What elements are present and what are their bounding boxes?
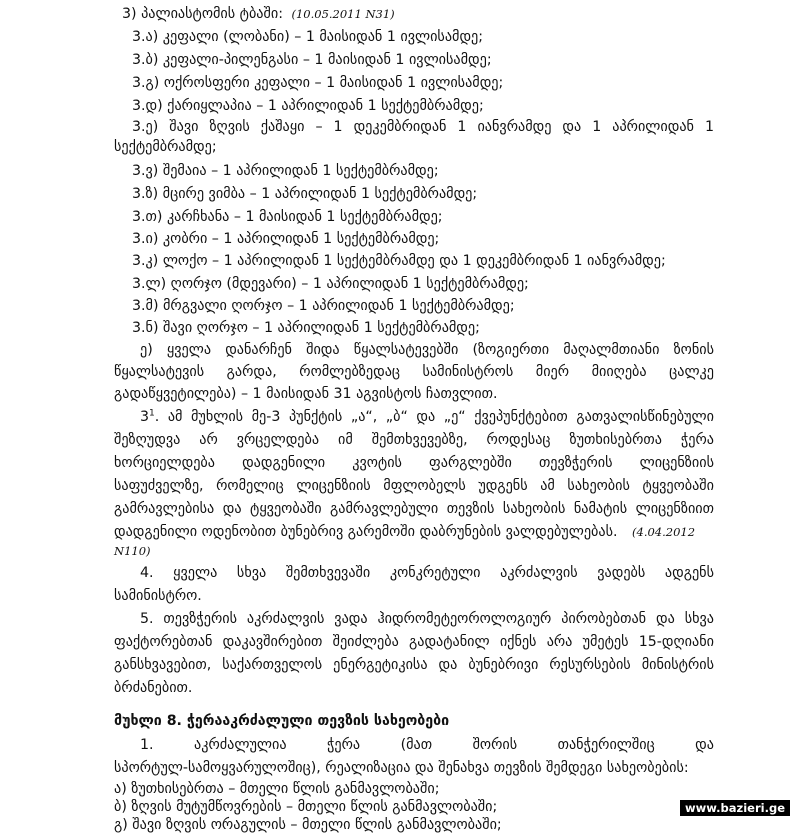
paragraph-superscript: 1 (149, 408, 155, 419)
subitem-3t: 3.თ) კარჩხანა – 1 მაისიდან 1 სექტემბრამდე; (132, 209, 443, 225)
subitem-3b: 3.ბ) კეფალი-პილენგასი – 1 მაისიდან 1 ივლისამდე; (132, 52, 492, 68)
subitem-3i: 3.ი) კობრი – 1 აპრილიდან 1 სექტემბრამდე; (132, 231, 440, 247)
item-e-line2: წყალსატევის გარდა, რომლებზედაც სამინისტროს მიერ მიიღება ცალკე (114, 364, 714, 380)
paragraph-3-1-line4: საფუძველზე, რომელიც ლიცენზიის მფლობელს უდგენს ამ სახეობის ტყვეობაში (114, 478, 714, 494)
paragraph-3-1-line3: ხორციელდება დადგენილი კვოტის ფარგლებში თევზჭერის ლიცენზიის (114, 455, 714, 471)
article-8-p1-line1: 1. აკრძალულია ჭერა (მათ შორის თანჭერილშიც და (140, 737, 714, 753)
paragraph-3-1-line6 (0, 522, 800, 543)
article-8-item-g: გ) შავი ზღვის ორაგულის – მთელი წლის განმავლობაში; (114, 817, 502, 833)
subitem-3k: 3.კ) ლოქო – 1 აპრილიდან 1 სექტემბრამდე და 1 დეკემბრიდან 1 იანვრამდე; (132, 253, 666, 269)
paragraph-5-line3: განსხვავებით, საქართველოს ენერგეტიკისა და ბუნებრივი რესურსების მინისტრის (114, 657, 714, 673)
item-e-line3: გადაწყვეტილება) – 1 მაისიდან 31 აგვისტოს ჩათვლით. (114, 386, 498, 402)
item-3-colon: : (278, 6, 283, 22)
item-3-prefix: 3) (122, 6, 142, 22)
amendment-note: (10.05.2011 N31) (291, 7, 395, 21)
article-8-item-a: ა) ზუთხისებრთა – მთელი წლის განმავლობაში; (114, 781, 440, 797)
site-watermark: www.bazieri.ge (680, 800, 790, 816)
subitem-3e: 3.ე) შავი ზღვის ქაშაყი – 1 დეკემბრიდან 1 იანვრამდე და 1 აპრილიდან 1 (132, 119, 714, 135)
paragraph-5-line1: 5. თევზჭერის აკრძალვის ვადა ჰიდრომეტეოროლოგიურ პირობებთან და სხვა (140, 611, 714, 627)
paragraph-5-line4: ბრძანებით. (114, 680, 193, 696)
subitem-3e-cont: სექტემბრამდე; (114, 139, 217, 155)
article-8-heading: მუხლი 8. ჭერააკრძალული თევზის სახეობები (114, 713, 450, 729)
article-8-item-b: ბ) ზღვის მუტუმწოვრების – მთელი წლის განმავლობაში; (114, 799, 498, 815)
paragraph-3-1-text: ამ მუხლის მე-3 პუნქტის „ა“, „ბ“ და „ე“ ქვეპუნქტებით გათვალისწინებული (159, 409, 714, 425)
subitem-3m: 3.მ) მრგვალი ღორჯო – 1 აპრილიდან 1 სექტემბრამდე; (132, 298, 515, 314)
paragraph-number: 3 (140, 409, 150, 425)
subitem-3n: 3.ნ) შავი ღორჯო – 1 აპრილიდან 1 სექტემბრამდე; (132, 320, 480, 336)
article-8-p1-line2: სპორტულ-სამოყვარულოშიც), რეალიზაცია და შენახვა თევზის შემდეგი სახეობების: (114, 760, 689, 776)
paragraph-3-1-line2: შეზღუდვა არ ვრცელდება იმ შემთხვევებზე, როდესაც ზუთხისებრთა ჭერა (114, 432, 714, 448)
paragraph-3-1-line5: გამრავლებისა და ტყვეობაში გამრავლებული თევზის სახეობის ნამატის ლიცენზიით (114, 501, 714, 517)
item-e-line1: ე) ყველა დანარჩენ შიდა წყალსატევებში (ზოგიერთი მაღალმთიანი ზონის (140, 342, 714, 358)
subitem-3z: 3.ზ) მცირე ვიმბა – 1 აპრილიდან 1 სექტემბრამდე; (132, 186, 478, 202)
paragraph-number-dot: . (154, 409, 160, 425)
subitem-3a: 3.ა) კეფალი (ლობანი) – 1 მაისიდან 1 ივლისამდე; (132, 29, 484, 45)
subitem-3v: 3.ვ) შემაია – 1 აპრილიდან 1 სექტემბრამდე; (132, 163, 439, 179)
item-3-text: პალიასტომის ტბაში (141, 6, 279, 22)
paragraph-5-line2: ფაქტორებთან დაკავშირებით შეიძლება გადატანილ იქნეს არა უმეტეს 15-დღიანი (114, 634, 714, 650)
item-3-heading (0, 4, 800, 25)
subitem-3g: 3.გ) ოქროსფერი კეფალი – 1 მაისიდან 1 ივლისამდე; (132, 75, 504, 91)
paragraph-4-line2: სამინისტრო. (114, 588, 202, 604)
amendment-note-2: (4.04.2012 (632, 525, 696, 539)
paragraph-3-1-line1 (0, 407, 800, 428)
paragraph-4-line1: 4. ყველა სხვა შემთხვევაში კონკრეტული აკრძალვის ვადებს ადგენს (140, 565, 714, 581)
paragraph-3-1-text-end: დადგენილი ოდენობით ბუნებრივ გარემოში დაბრუნების ვალდებულებას. (114, 524, 618, 540)
amendment-note-2-cont: N110) (114, 544, 151, 558)
subitem-3d: 3.დ) ქარიყლაპია – 1 აპრილიდან 1 სექტემბრამდე; (132, 98, 484, 114)
subitem-3l: 3.ლ) ღორჯო (მდევარი) – 1 აპრილიდან 1 სექტემბრამდე; (132, 276, 529, 292)
